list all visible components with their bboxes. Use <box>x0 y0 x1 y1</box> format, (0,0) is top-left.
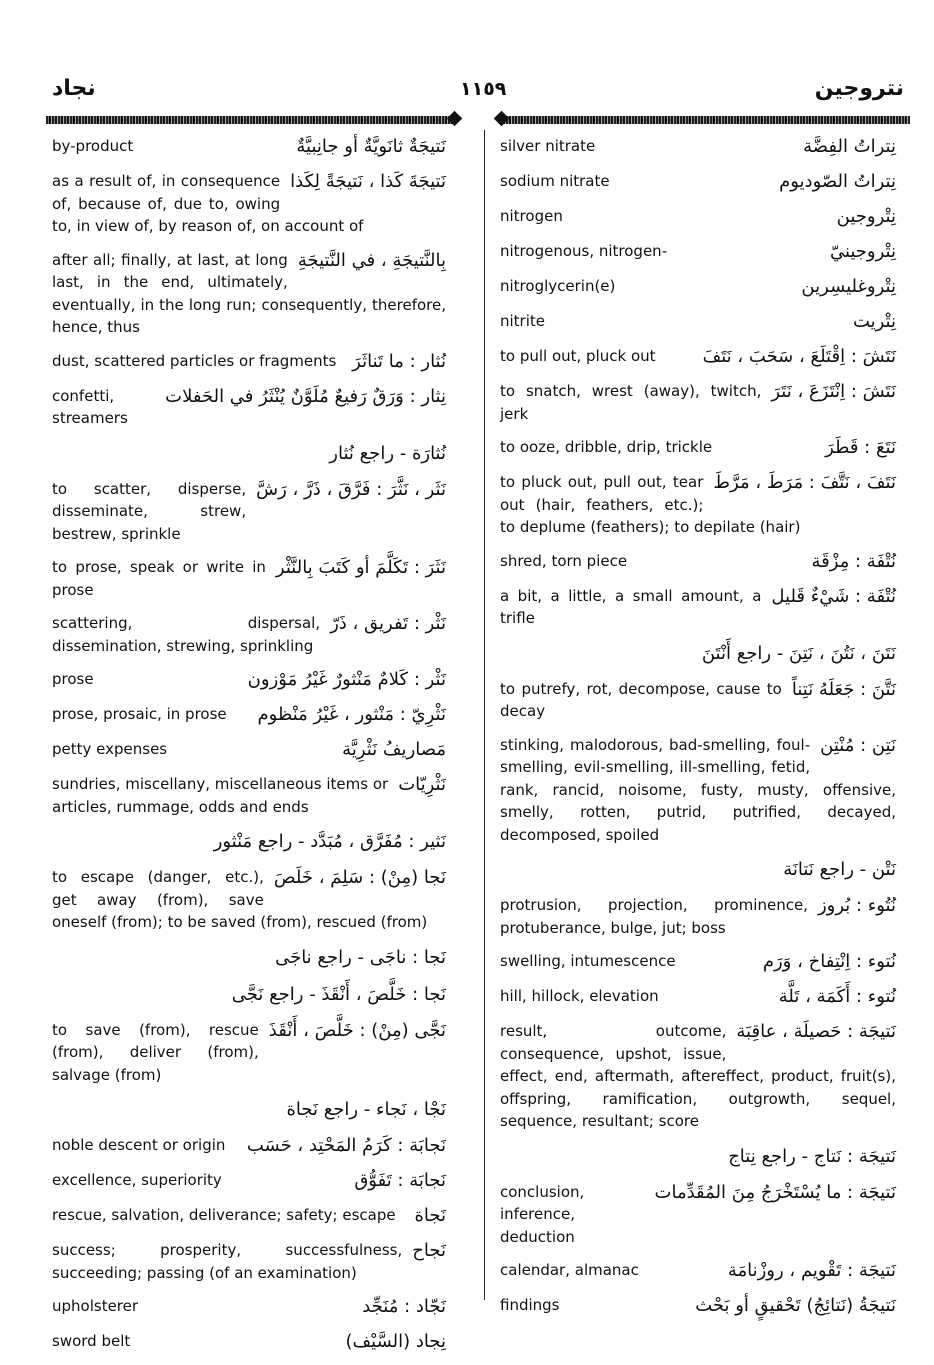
english-definition: scattering, dispersal, dissemination, strewing, sprinkling <box>52 614 321 655</box>
arabic-headword: نَجاة <box>414 1205 446 1226</box>
english-definition: silver nitrate <box>500 137 596 155</box>
arabic-headword: نِثار : وَرَقٌ رَفيعٌ مُلَوَّنٌ يُنْثَرُ في الحَفلات <box>165 385 446 407</box>
arabic-headword: نَتَعَ : قَطَرَ <box>825 437 896 458</box>
arabic-headword: نَجابَة : كَرَمُ المَحْتِد ، حَسَب <box>246 1135 446 1156</box>
arabic-headword: نَثْرِيّ : مَنْثور ، غَيْرُ مَنْظوم <box>257 704 446 725</box>
dictionary-entry <box>500 310 896 334</box>
dictionary-entry <box>500 1020 896 1133</box>
arabic-headword: نُتْفَة : مِزْقَة <box>811 550 896 572</box>
english-definition: to scatter, disperse, disseminate, strew, bestrew, sprinkle <box>52 479 247 543</box>
english-definition: to prose, speak or write in prose <box>52 558 266 599</box>
arabic-headword: نَتيجَة : ما يُسْتَخْرَجُ مِنَ المُقَدِّمات <box>654 1181 896 1203</box>
arabic-headword: نِتْروجين <box>836 206 896 227</box>
arabic-headword: نَتيجَة : تَقْويم ، روزْنامَة <box>727 1260 896 1281</box>
dictionary-entry <box>500 380 896 425</box>
dictionary-entry <box>52 1134 446 1158</box>
arabic-headword: نِتراتُ الصّوديوم <box>779 171 896 192</box>
dictionary-entry <box>500 240 896 264</box>
arabic-headword: نَثْرِيّات <box>398 774 446 795</box>
english-definition: sundries, miscellany, miscellaneous items or articles, rummage, odds and ends <box>52 775 389 816</box>
left-column <box>52 135 446 1365</box>
arabic-headword: نَتيجَةُ (نَتائِجُ) تَحْقيقٍ أو بَحْث <box>695 1295 896 1316</box>
arabic-headword: نِتْروغليسِرين <box>801 276 896 297</box>
dictionary-entry <box>500 345 896 369</box>
english-definition: to escape (danger, etc.), get away (from), save oneself (from); to be saved (from), rescued (from) <box>52 868 428 931</box>
dictionary-entry <box>500 1259 896 1283</box>
arabic-headword: نَثْر : تَفريق ، ذَرّ <box>330 613 446 634</box>
dictionary-entry <box>500 471 896 539</box>
english-definition: as a result of, in consequence of, because of, due to, owing to, in view of, by reason of, on account of <box>52 172 364 235</box>
dictionary-entry <box>500 205 896 229</box>
dictionary-entry <box>500 678 896 723</box>
english-definition: after all; finally, at last, at long last, in the end, ultimately, eventually, in the long run; consequently, therefore, hence, thus <box>52 250 446 336</box>
arabic-headword: بِالنَّتيجَةِ ، في النَّتيجَةِ <box>297 249 446 271</box>
header-rule-right <box>500 113 910 127</box>
dictionary-entry <box>52 703 446 727</box>
dictionary-entry <box>52 1169 446 1193</box>
arabic-headword: نُتُوء : بُروز <box>817 895 896 916</box>
english-definition: to pluck out, pull out, tear out (hair, feathers, etc.); to deplume (feathers); to depilate (hair) <box>500 473 801 536</box>
cross-reference-entry: نُثارَة - راجع نُثار <box>329 442 446 464</box>
dictionary-entry <box>52 1019 446 1087</box>
arabic-headword: نُتْفَة : شَيْءٌ قَليل <box>771 585 896 607</box>
arabic-headword: نَثَرَ : تَكَلَّمَ أو كَتَبَ بِالنَّثْر <box>275 557 446 578</box>
dictionary-entry <box>500 985 896 1009</box>
english-definition: success; prosperity, successfulness, succeeding; passing (of an examination) <box>52 1241 403 1282</box>
arabic-headword: نَتَفَ ، نَتَّفَ : مَرَطَ ، مَرَّطَ <box>713 472 896 493</box>
arabic-headword: نُتوء : أَكَمَة ، تَلَّة <box>778 986 896 1007</box>
arabic-headword: نَتيجَة : حَصيلَة ، عاقِبَة <box>736 1021 896 1042</box>
english-definition: petty expenses <box>52 740 168 758</box>
english-definition: nitrogenous, nitrogen- <box>500 242 668 260</box>
dictionary-entry <box>52 350 446 374</box>
arabic-headword: نَتيجَةَ كَذا ، نَتيجَةً لِكَذا <box>290 171 446 192</box>
english-definition: excellence, superiority <box>52 1171 222 1189</box>
dictionary-entry <box>52 135 446 159</box>
arabic-headword: نَتَشَ : اِقْتَلَعَ ، سَحَبَ ، نَتَفَ <box>702 346 896 367</box>
english-definition: sword belt <box>52 1332 131 1350</box>
page-number: ١١٥٩ <box>460 78 507 100</box>
dictionary-entry <box>52 556 446 601</box>
dictionary-entry <box>500 1294 896 1318</box>
dictionary-entry <box>52 1295 446 1319</box>
right-guide-word: نتروجين <box>814 76 904 101</box>
dictionary-entry <box>500 894 896 939</box>
left-guide-word: نجاد <box>52 76 96 101</box>
english-definition: nitrogen <box>500 207 563 225</box>
dictionary-entry <box>500 734 896 847</box>
english-definition: sodium nitrate <box>500 172 610 190</box>
english-definition: nitroglycerin(e) <box>500 277 616 295</box>
english-definition: by-product <box>52 137 134 155</box>
arabic-headword: نُثار : ما تَناثَرَ <box>352 350 446 372</box>
english-definition: findings <box>500 1296 560 1314</box>
right-column <box>500 135 896 1329</box>
cross-reference-entry: نَجا : خَلَّصَ ، أَنْقَذَ - راجع نَجَّى <box>231 983 446 1005</box>
dictionary-entry <box>500 436 896 460</box>
dictionary-entry <box>52 1239 446 1284</box>
english-definition: result, outcome, consequence, upshot, issue, effect, end, aftermath, aftereffect, product, fruit(s), offspring, ramification, outgrowth, sequel, sequence, resultant; score <box>500 1022 896 1130</box>
cross-reference-entry: نَتيجَة : نَتاج - راجع نِتاج <box>728 1145 896 1167</box>
cross-reference-entry: نَجْا ، نَجاء - راجع نَجاة <box>286 1099 446 1120</box>
dictionary-entry <box>52 738 446 762</box>
english-definition: dust, scattered particles or fragments <box>52 351 337 370</box>
cross-reference-entry: نَثير : مُفَرَّق ، مُبَدَّد - راجع مَنْثور <box>213 831 446 852</box>
dictionary-entry <box>500 950 896 974</box>
english-definition: confetti, streamers <box>52 386 128 427</box>
arabic-headword: نِتْريت <box>852 311 896 332</box>
arabic-headword: نَثَر ، نَثَّرَ : فَرَّقَ ، ذَرَّ ، رَشَّ <box>256 478 446 500</box>
dictionary-entry <box>52 668 446 692</box>
dictionary-entry <box>52 773 446 818</box>
dictionary-entry <box>52 1204 446 1228</box>
english-definition: conclusion, inference, deduction <box>500 1182 585 1246</box>
cross-reference-entry: نَجا : ناجَى - راجع ناجَى <box>275 946 446 968</box>
english-definition: to ooze, dribble, drip, trickle <box>500 438 713 456</box>
dictionary-entry <box>500 550 896 574</box>
english-definition: hill, hillock, elevation <box>500 987 659 1005</box>
header-rule-left <box>46 113 456 127</box>
english-definition: calendar, almanac <box>500 1261 639 1279</box>
dictionary-entry <box>52 1330 446 1354</box>
dictionary-entry <box>52 866 446 934</box>
dictionary-entry <box>500 275 896 299</box>
english-definition: noble descent or origin <box>52 1136 226 1154</box>
dictionary-entry <box>52 612 446 657</box>
arabic-headword: نَتيجَةٌ ثانَويَّةٌ أو جانِبيَّةٌ <box>296 136 446 157</box>
dictionary-entry <box>52 170 446 238</box>
arabic-headword: نَجَّى (مِنْ) : خَلَّصَ ، أَنْقَذَ <box>268 1019 446 1041</box>
arabic-headword: نَثْر : كَلامٌ مَنْثورٌ غَيْرُ مَوْزون <box>247 669 446 690</box>
column-divider <box>484 130 485 1300</box>
cross-reference-entry: نَتْن - راجع نَتانَة <box>783 859 896 880</box>
english-definition: shred, torn piece <box>500 551 628 570</box>
dictionary-entry <box>500 1181 896 1249</box>
english-definition: prose <box>52 670 94 688</box>
english-definition: to putrefy, rot, decompose, cause to decay <box>500 679 782 720</box>
english-definition: prose, prosaic, in prose <box>52 705 227 723</box>
dictionary-entry <box>500 170 896 194</box>
dictionary-entry <box>500 135 896 159</box>
english-definition: upholsterer <box>52 1297 139 1315</box>
arabic-headword: نَتِن : مُنْتِن <box>820 734 896 756</box>
english-definition: nitrite <box>500 312 545 330</box>
cross-reference-entry: نَتَنَ ، نَتُنَ ، نَتِنَ - راجع أَنْتَنَ <box>701 642 896 664</box>
arabic-headword: نِجاد (السَّيْف) <box>345 1331 446 1352</box>
arabic-headword: نَجابَة : تَفَوُّق <box>354 1170 446 1191</box>
english-definition: rescue, salvation, deliverance; safety; escape <box>52 1206 396 1224</box>
arabic-headword: نَجّاد : مُنَجِّد <box>362 1296 446 1317</box>
arabic-headword: نَجا (مِنْ) : سَلِمَ ، خَلَصَ <box>273 867 446 888</box>
english-definition: a bit, a little, a small amount, a trifle <box>500 586 762 627</box>
arabic-headword: نَتَشَ : اِنْتَزَعَ ، نَتَرَ <box>771 381 896 402</box>
dictionary-entry <box>52 478 446 546</box>
arabic-headword: نِتْروجينيّ <box>829 241 896 262</box>
english-definition: to snatch, wrest (away), twitch, jerk <box>500 382 762 423</box>
dictionary-entry <box>52 249 446 339</box>
arabic-headword: نِتراتُ الفِضَّة <box>803 136 896 157</box>
arabic-headword: نَجاح <box>412 1240 446 1261</box>
english-definition: to save (from), rescue (from), deliver (from), salvage (from) <box>52 1020 259 1084</box>
english-definition: to pull out, pluck out <box>500 347 656 365</box>
dictionary-entry <box>52 385 446 430</box>
english-definition: stinking, malodorous, bad-smelling, foul-smelling, evil-smelling, ill-smelling, fetid, rank, rancid, noisome, fusty, musty, offensive, smelly, rotten, putrid, putrified, decayed, decomposed, spoiled <box>500 735 896 844</box>
page-header <box>40 76 910 116</box>
arabic-headword: نَتَّنَ : جَعَلَهُ نَتِناً <box>791 678 896 700</box>
english-definition: protrusion, projection, prominence, protuberance, bulge, jut; boss <box>500 896 808 937</box>
dictionary-entry <box>500 585 896 630</box>
arabic-headword: مَصاريفُ نَثْرِيَّة <box>342 739 446 760</box>
english-definition: swelling, intumescence <box>500 952 676 970</box>
arabic-headword: نُتوء : اِنْتِفاخ ، وَرَم <box>762 951 896 972</box>
